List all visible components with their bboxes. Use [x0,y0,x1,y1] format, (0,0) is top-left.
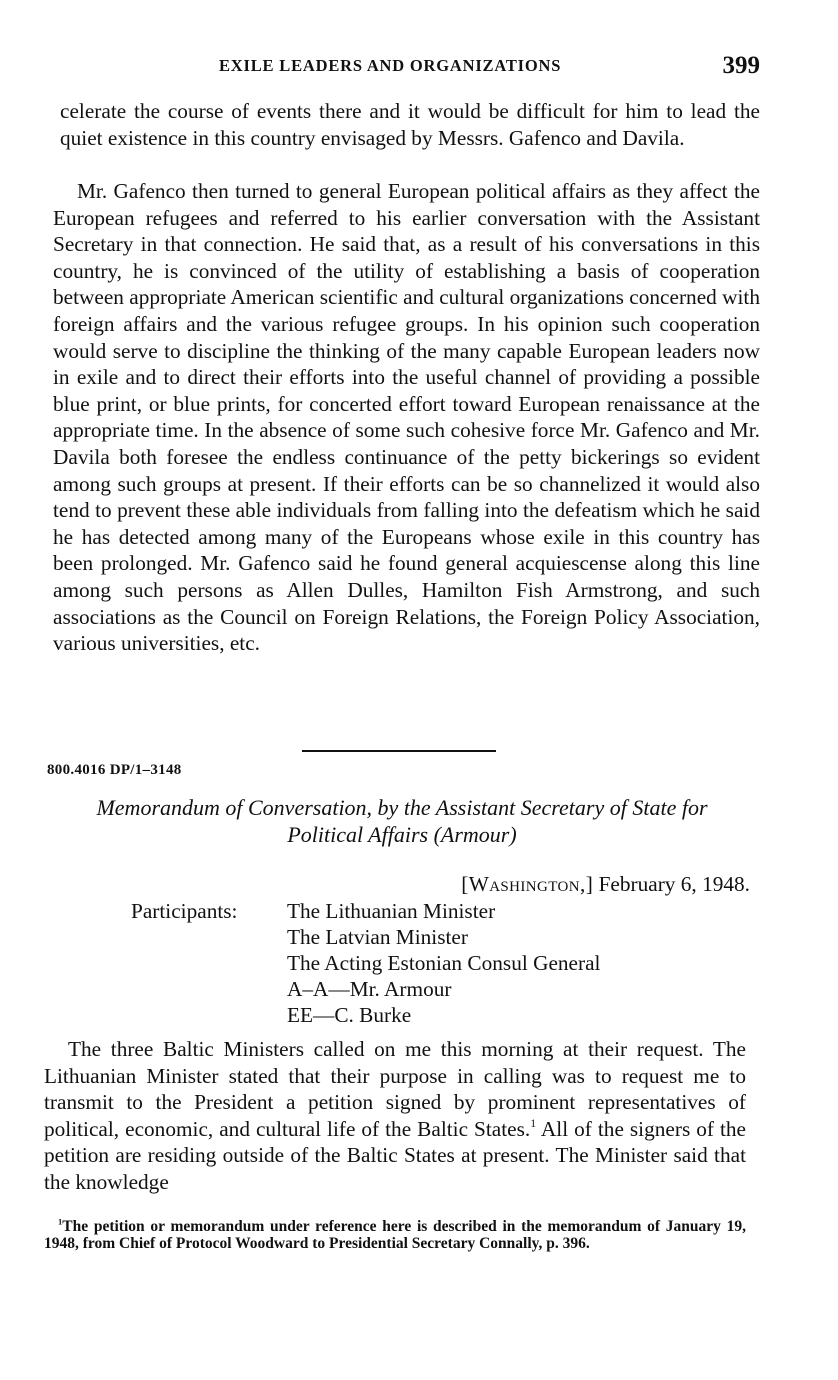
participant-item: The Lithuanian Minister [287,899,496,923]
baltic-paragraph-part-2: All of the signers of the petition are residing outside of the Baltic States at present. The Minister said that the knowledge [44,1116,746,1194]
section-divider [302,750,496,752]
participant-item: The Acting Estonian Consul General [287,951,601,975]
dateline [461,872,750,897]
gafenco-paragraph: Mr. Gafenco then turned to general European political affairs as they affect the European refugees and referred to his earlier conversation with the Assistant Secretary in that connection. He said that, as a result of his conversations in this country, he is convinced of the utility of establishing a basis of cooperation between appropriate American scientific and cultural organizations concerned with foreign affairs and the various refugee groups. In his opinion such cooperation would serve to discipline the thinking of the many capable European leaders now in exile and to direct their efforts into the useful channel of providing a possible blue print, or blue prints, for concerted effort toward European renaissance at the appropriate time. In the absence of some such cohesive force Mr. Gafenco and Mr. Davila both foresee the endless continuance of the petty bickerings so evident among such groups at present. If their efforts can be so channelized it would also tend to prevent these able individuals from falling into the defeatism which he said he has detected among many of the Europeans whose exile in this country has been prolonged. Mr. Gafenco said he found general acquiescense along this line among such persons as Allen Dulles, Hamilton Fish Armstrong, and such associations as the Council on Foreign Relations, the Foreign Policy Association, various universities, etc. [53,179,760,656]
page-header [44,52,760,84]
memo-title-line-1: Memorandum of Conversation, by the Assistant Secretary of State for [96,795,708,820]
participant-item: The Latvian Minister [287,925,468,949]
participants-label: Participants: [131,899,238,923]
baltic-paragraph-part-1: The three Baltic Ministers called on me this morning at their request. The Lithuanian Minister stated that their purpose in calling was to request me to transmit to the President a petition signed by prominent representatives of political, economic, and cultural life of the Baltic States. [44,1037,746,1141]
participants-list [287,898,707,1028]
file-number: 800.4016 DP/1–3148 [47,762,182,778]
footnote [44,1218,746,1252]
dateline-place: [Washington,] [461,872,594,896]
continuation-paragraph: celerate the course of events there and it would be difficult for him to lead the quiet existence in this country envisaged by Messrs. Gafenco and Davila. [60,99,760,150]
page-number: 399 [722,52,760,79]
dateline-date: February 6, 1948. [598,872,750,896]
baltic-ministers-paragraph [44,1036,746,1196]
footnote-reference[interactable]: 1 [530,1117,537,1130]
footnote-marker: 1 [58,1216,63,1227]
participant-item: A–A—Mr. Armour [287,977,452,1001]
running-head: EXILE LEADERS AND ORGANIZATIONS [219,56,562,75]
participant-item: EE—C. Burke [287,1003,412,1027]
memo-title [47,794,757,848]
memo-title-line-2: Political Affairs (Armour) [287,822,517,847]
footnote-text: The petition or memorandum under reference here is described in the memorandum of January 19, 1948, from Chief of Protocol Woodward to Presidential Secretary Connally, p. 396. [44,1218,746,1252]
